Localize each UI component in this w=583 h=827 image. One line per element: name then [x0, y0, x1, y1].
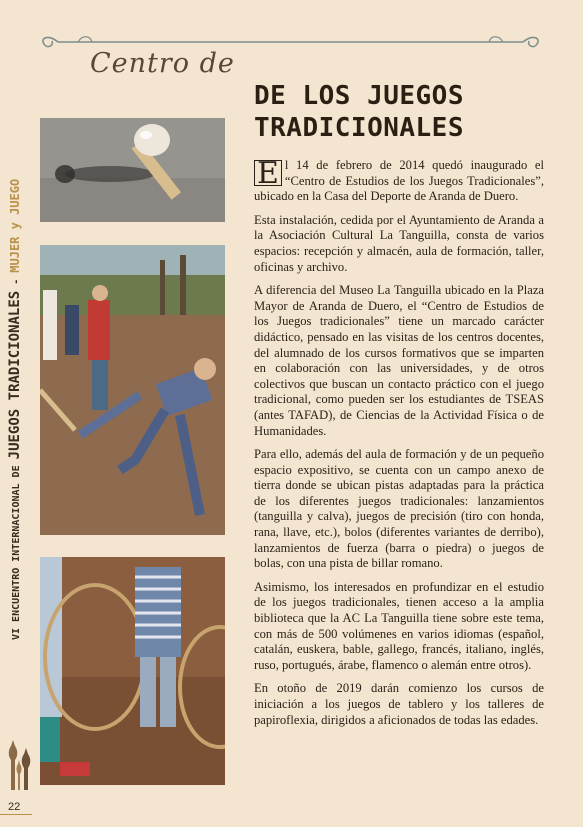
page-title: DE LOS JUEGOS TRADICIONALES [254, 81, 464, 143]
paragraph-6: En otoño de 2019 darán comienzo los cursos de iniciación a los juegos de tablero y los talleres de papiroflexia, dirigidos a aficionados de todas las edades. [254, 681, 544, 727]
photo-hoop-game [40, 557, 225, 785]
script-title: Centro de [90, 48, 235, 79]
page-number: 22 [8, 801, 21, 813]
paragraph-2: Esta instalación, cedida por el Ayuntamiento de Aranda a la Asociación Cultural La Tanguilla, consta de varios espacios: recepción y almacén, aula de formación, taller, oficinas y archivo. [254, 212, 544, 274]
caption-small: VI ENCUENTRO INTERNACIONAL DE [11, 465, 22, 640]
paragraph-1 [254, 158, 544, 205]
paragraph-3: A diferencia del Museo La Tanguilla ubicado en la Plaza Mayor de Aranda de Duero, el “Centro de Estudios de los Juegos tradicionales” tiene un marcado carácter didáctico, pensado en las visitas de los centros docentes, del alumnado de los cursos formativos que se imparten en colaboración con las universidades, y de otros colectivos que buscan un contacto práctico con el juego tradicional, como pueden ser los estudiantes de TSEAS (antes TAFAD), de Ciencias de la Actividad Física o de Humanidades. [254, 283, 544, 438]
photo-mallet [40, 118, 225, 222]
article-body [254, 158, 544, 736]
paragraph-1-text: l 14 de febrero de 2014 quedó inaugurado el “Centro de Estudios de los Juegos Tradicionales”, ubicado en la Casa del Deporte de Aranda de Duero. [254, 158, 544, 204]
caption-separator: - [11, 272, 22, 291]
paragraph-5: Asimismo, los interesados en profundizar en el estudio de los juegos tradicionales, tienen acceso a la amplia biblioteca que la AC La Tanguilla tiene sobre este tema, con más de 500 volúmenes en varios idiomas (español, catalán, euskera, bable, gallego, francés, italiano, inglés, ruso, portugués, árabe, flamenco o alemán entre otros). [254, 579, 544, 672]
caption-accent: MUJER y JUEGO [8, 178, 22, 273]
page-number-rule [0, 814, 32, 815]
caption-big: JUEGOS TRADICIONALES [7, 290, 23, 460]
photo-throwing-game [40, 245, 225, 535]
spindle-icon [6, 740, 36, 790]
paragraph-4: Para ello, además del aula de formación y de un pequeño espacio expositivo, se cuenta con un campo anexo de tierra donde se ubican pistas adaptadas para la práctica de los diferentes juegos tradicionales: lanzamientos (tanguilla y calva), juegos de precisión (tiro con honda, rana, llave, etc.), bolos (diferentes variantes de derribo), lanzamientos de fuerza (barra o piedra) o juegos de bolas, con una pista de billar romano. [254, 447, 544, 571]
vertical-caption [7, 180, 27, 640]
drop-cap: E [254, 160, 282, 186]
